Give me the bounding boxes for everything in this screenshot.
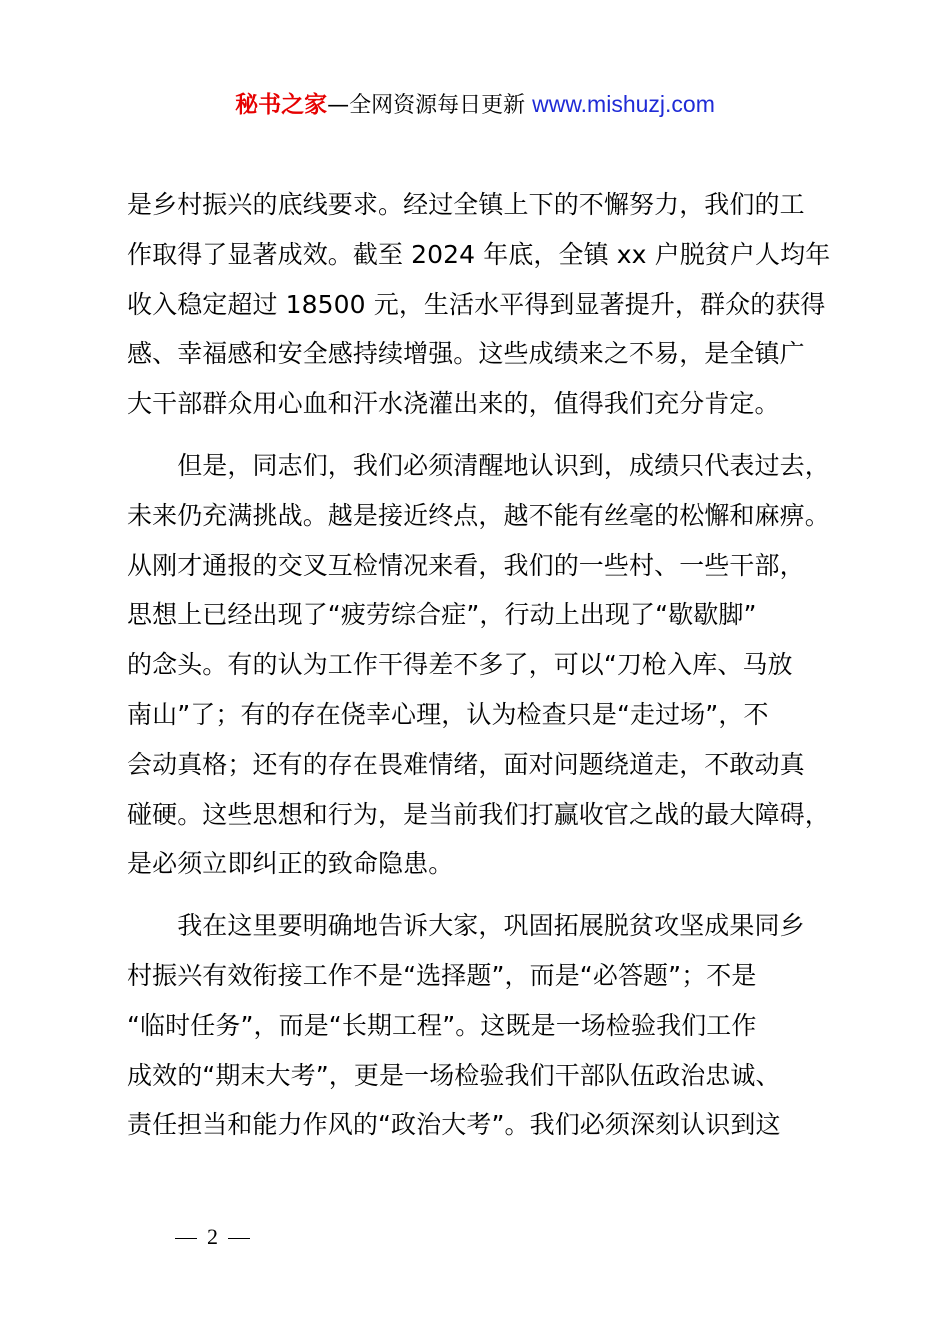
footer-dash-left (175, 1238, 197, 1239)
paragraph (127, 441, 830, 889)
paragraph (127, 901, 827, 1150)
text-line: 村振兴有效衔接工作不是“选择题”，而是“必答题”；不是 (127, 960, 757, 990)
text-line: 但是，同志们，我们必须清醒地认识到，成绩只代表过去， (127, 450, 830, 480)
page-number: 2 (207, 1224, 218, 1249)
text-line: 从刚才通报的交叉互检情况来看，我们的一些村、一些干部， (127, 550, 805, 580)
text-line: 的念头。有的认为工作干得差不多了，可以“刀枪入库、马放 (127, 650, 793, 680)
site-header (0, 86, 950, 124)
text-line: 我在这里要明确地告诉大家，巩固拓展脱贫攻坚成果同乡 (127, 911, 805, 941)
text-line: 感、幸福感和安全感持续增强。这些成绩来之不易，是全镇广 (127, 339, 805, 369)
document-body (127, 180, 831, 1150)
text-line: 大干部群众用心血和汗水浇灌出来的，值得我们充分肯定。 (127, 389, 780, 419)
text-line: 会动真格；还有的存在畏难情绪，面对问题绕道走，不敢动真 (127, 749, 805, 779)
text-line: 是必须立即纠正的致命隐患。 (127, 849, 454, 879)
text-line: 收入稳定超过 18500 元，生活水平得到显著提升，群众的获得 (127, 289, 826, 319)
text-line: 是乡村振兴的底线要求。经过全镇上下的不懈努力，我们的工 (127, 190, 805, 219)
site-url-link[interactable]: www.mishuzj.com (532, 91, 715, 117)
text-line: 南山”了；有的存在侥幸心理，认为检查只是“走过场”，不 (127, 699, 769, 729)
text-line: “临时任务”，而是“长期工程”。这既是一场检验我们工作 (127, 1010, 757, 1040)
text-line: 思想上已经出现了“疲劳综合症”，行动上出现了“歇歇脚” (127, 600, 757, 630)
footer-dash-right (228, 1238, 250, 1239)
text-line: 责任担当和能力作风的“政治大考”。我们必须深刻认识到这 (127, 1110, 781, 1140)
header-tagline: —全网资源每日更新 (327, 93, 533, 118)
text-line: 成效的“期末大考”，更是一场检验我们干部队伍政治忠诚、 (127, 1060, 781, 1090)
text-line: 作取得了显著成效。截至 2024 年底，全镇 xx 户脱贫户人均年 (127, 239, 831, 269)
brand-name: 秘书之家 (235, 92, 328, 118)
text-line: 未来仍充满挑战。越是接近终点，越不能有丝毫的松懈和麻痹。 (127, 500, 830, 530)
text-line: 碰硬。这些思想和行为，是当前我们打赢收官之战的最大障碍， (127, 799, 830, 829)
paragraph (127, 180, 831, 429)
page-footer (165, 1222, 260, 1252)
